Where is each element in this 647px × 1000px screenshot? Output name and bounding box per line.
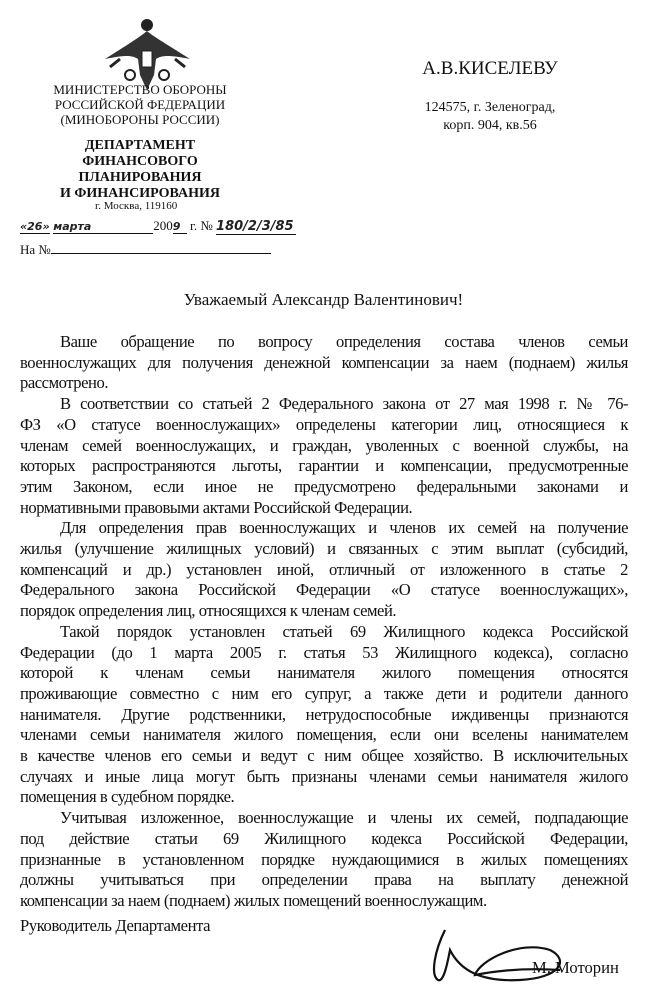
date-day: «26» — [20, 220, 50, 233]
text-line: Учитывая изложенное, военнослужащие и члены их семей, подпадающие — [60, 808, 628, 828]
text-line: помещения в судебном порядке. — [20, 787, 235, 807]
text-line: порядок определения лиц, относящихся к членам семей. — [20, 601, 397, 621]
paragraph — [20, 332, 628, 394]
text-line: Такой порядок установлен статьей 69 Жилищного кодекса Российской — [60, 621, 628, 641]
text-line: жилья (улучшение жилищных условий) и связанных с этим выплат (субсидий, — [20, 539, 628, 559]
signatory-name: М. Моторин — [532, 958, 619, 977]
doc-number: 180/2/3/85 — [216, 219, 296, 235]
text-line: в качестве членов его семьи и ведут с ним общее хозяйство. В исключительных — [20, 746, 628, 766]
paragraph — [20, 518, 628, 622]
date-month: марта — [53, 220, 153, 234]
text-line: военнослужащих для получения денежной компенсации за наем (поднаем) жилья — [20, 352, 628, 372]
department-line: И ФИНАНСИРОВАНИЯ — [59, 186, 220, 201]
text-line: ФЗ «О статусе военнослужащих» определены категории лиц, относящиеся к — [20, 414, 628, 434]
recipient-name: А.В.КИСЕЛЕВУ — [422, 58, 558, 79]
text-line: которой к членам семьи нанимателя жилого помещения относятся — [20, 663, 628, 683]
greeting: Уважаемый Александр Валентинович! — [183, 290, 464, 309]
ministry-line: (МИНОБОРОНЫ РОССИИ) — [60, 112, 220, 127]
recipient-address-line2: корп. 904, кв.56 — [443, 118, 537, 133]
text-line: этим Законом, если иное не предусмотрено федеральными законами и — [20, 476, 628, 496]
signatory-position: Руководитель Департамента — [20, 916, 211, 935]
letter-body — [20, 332, 628, 912]
year-digit: 9 — [173, 220, 187, 234]
ministry-line: РОССИЙСКОЙ ФЕДЕРАЦИИ — [54, 97, 226, 112]
department-line: ФИНАНСОВОГО ПЛАНИРОВАНИЯ — [78, 154, 202, 185]
text-line: рассмотрено. — [20, 373, 109, 393]
department-name — [30, 138, 250, 202]
text-line: случаях и иные лица могут быть признаны членами семьи нанимателя жилого — [20, 766, 628, 786]
paragraph — [20, 394, 628, 518]
ministry-name — [40, 82, 240, 127]
year-suffix: г. № — [190, 218, 213, 233]
text-line: проживающие совместно с ним его супруг, а также дети и родители данного — [20, 683, 628, 703]
recipient-address-line1: 124575, г. Зеленоград, — [424, 100, 556, 115]
text-line: В соответствии со статьей 2 Федерального закона от 27 мая 1998 г. № 76- — [60, 394, 628, 414]
reply-to-blank — [51, 240, 271, 254]
text-line: членам семей военнослужащих, и граждан, уволенных с военной службы, на — [20, 435, 628, 455]
year-prefix: 200 — [153, 218, 173, 233]
text-line: признанные в установленном порядке нуждающимися в жилых помещениях — [20, 849, 628, 869]
reply-to-label: На № — [20, 242, 51, 257]
text-line: нанимателя. Другие родственники, нетрудоспособные иждивенцы признаются — [20, 704, 628, 724]
text-line: Федерального закона Российской Федерации «О статусе военнослужащих», — [20, 580, 628, 600]
text-line: под действие статьи 69 Жилищного кодекса Российской Федерации, — [20, 828, 628, 848]
paragraph — [20, 808, 628, 912]
text-line: Ваше обращение по вопросу определения состава членов семьи — [60, 332, 628, 351]
text-line: которых распространяются льготы, гарантии и компенсации, предусмотренные — [20, 456, 628, 476]
text-line: Для определения прав военнослужащих и членов их семей на получение — [60, 518, 628, 538]
ministry-line: МИНИСТЕРСТВО ОБОРОНЫ — [53, 82, 227, 97]
department-line: ДЕПАРТАМЕНТ — [84, 138, 196, 153]
text-line: членами семьи нанимателя жилого помещения, если они вселены нанимателем — [20, 725, 628, 745]
paragraph — [20, 622, 628, 808]
text-line: компенсации за наем (поднаем) жилых помещений военнослужащим. — [20, 890, 487, 910]
reply-to-line — [20, 240, 271, 258]
text-line: компенсаций и др.) установлен иной, отличный от изложенного в статье 2 — [20, 559, 628, 579]
sender-city: г. Москва, 119160 — [95, 200, 178, 212]
date-number-line — [20, 218, 296, 235]
text-line: нормативными правовыми актами Российской Федерации. — [20, 497, 413, 517]
text-line: должны учитываться при определении права на выплату денежной — [20, 870, 628, 890]
text-line: Федерации (до 1 марта 2005 г. статья 53 Жилищного кодекса), согласно — [20, 642, 628, 662]
